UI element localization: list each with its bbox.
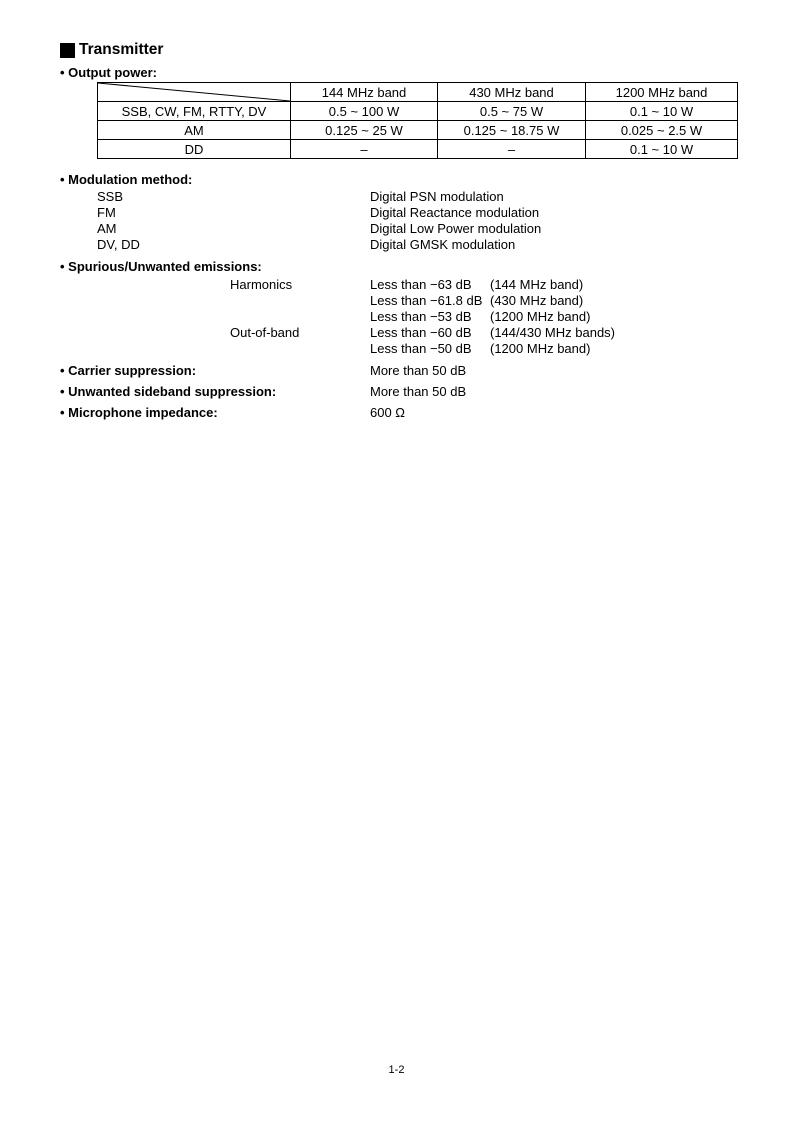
cell-value: 0.1 ~ 10 W <box>586 140 738 159</box>
harmonics-band: (144 MHz band) <box>490 277 584 292</box>
section-title-text: Transmitter <box>79 41 164 58</box>
table-row <box>98 102 738 121</box>
cell-value: – <box>438 140 586 159</box>
modulation-label: • Modulation method: <box>60 172 193 187</box>
diagonal-line-icon <box>98 83 290 101</box>
table-row <box>98 121 738 140</box>
cell-value: 0.1 ~ 10 W <box>586 102 738 121</box>
carrier-suppression-label: • Carrier suppression: <box>60 363 197 378</box>
row-mode: SSB, CW, FM, RTTY, DV <box>98 102 291 121</box>
row-mode: DD <box>98 140 291 159</box>
out-of-band-band: (144/430 MHz bands) <box>490 325 616 340</box>
harmonics-label: Harmonics <box>230 277 293 292</box>
modulation-method: Digital PSN modulation <box>370 189 504 204</box>
modulation-mode: AM <box>97 221 117 236</box>
cell-value: 0.5 ~ 75 W <box>438 102 586 121</box>
out-of-band-band: (1200 MHz band) <box>490 341 591 356</box>
harmonics-band: (430 MHz band) <box>490 293 584 308</box>
column-header-430: 430 MHz band <box>438 83 586 102</box>
out-of-band-label: Out-of-band <box>230 325 300 340</box>
cell-value: 0.025 ~ 2.5 W <box>586 121 738 140</box>
cell-value: 0.125 ~ 25 W <box>291 121 438 140</box>
table-header-row <box>98 83 738 102</box>
column-header-1200: 1200 MHz band <box>586 83 738 102</box>
modulation-mode: FM <box>97 205 116 220</box>
cell-value: – <box>291 140 438 159</box>
table-corner-cell <box>98 83 291 102</box>
sideband-suppression-value: More than 50 dB <box>370 384 467 399</box>
table-row <box>98 140 738 159</box>
modulation-method: Digital Reactance modulation <box>370 205 540 220</box>
section-title <box>60 40 163 60</box>
harmonics-value: Less than −63 dB <box>370 277 472 292</box>
modulation-method: Digital Low Power modulation <box>370 221 542 236</box>
cell-value: 0.125 ~ 18.75 W <box>438 121 586 140</box>
modulation-mode: DV, DD <box>97 237 140 252</box>
harmonics-value: Less than −61.8 dB <box>370 293 483 308</box>
row-mode: AM <box>98 121 291 140</box>
output-power-table <box>97 82 738 159</box>
harmonics-value: Less than −53 dB <box>370 309 472 324</box>
sideband-suppression-label: • Unwanted sideband suppression: <box>60 384 277 399</box>
carrier-suppression-value: More than 50 dB <box>370 363 467 378</box>
black-square-icon <box>60 43 75 58</box>
harmonics-band: (1200 MHz band) <box>490 309 591 324</box>
cell-value: 0.5 ~ 100 W <box>291 102 438 121</box>
output-power-label: • Output power: <box>60 65 157 80</box>
out-of-band-value: Less than −60 dB <box>370 325 472 340</box>
out-of-band-value: Less than −50 dB <box>370 341 472 356</box>
column-header-144: 144 MHz band <box>291 83 438 102</box>
modulation-method: Digital GMSK modulation <box>370 237 516 252</box>
modulation-mode: SSB <box>97 189 124 204</box>
page-number: 1-2 <box>388 1064 405 1076</box>
mic-impedance-label: • Microphone impedance: <box>60 405 218 420</box>
mic-impedance-value: 600 Ω <box>370 405 406 420</box>
spurious-label: • Spurious/Unwanted emissions: <box>60 259 262 274</box>
